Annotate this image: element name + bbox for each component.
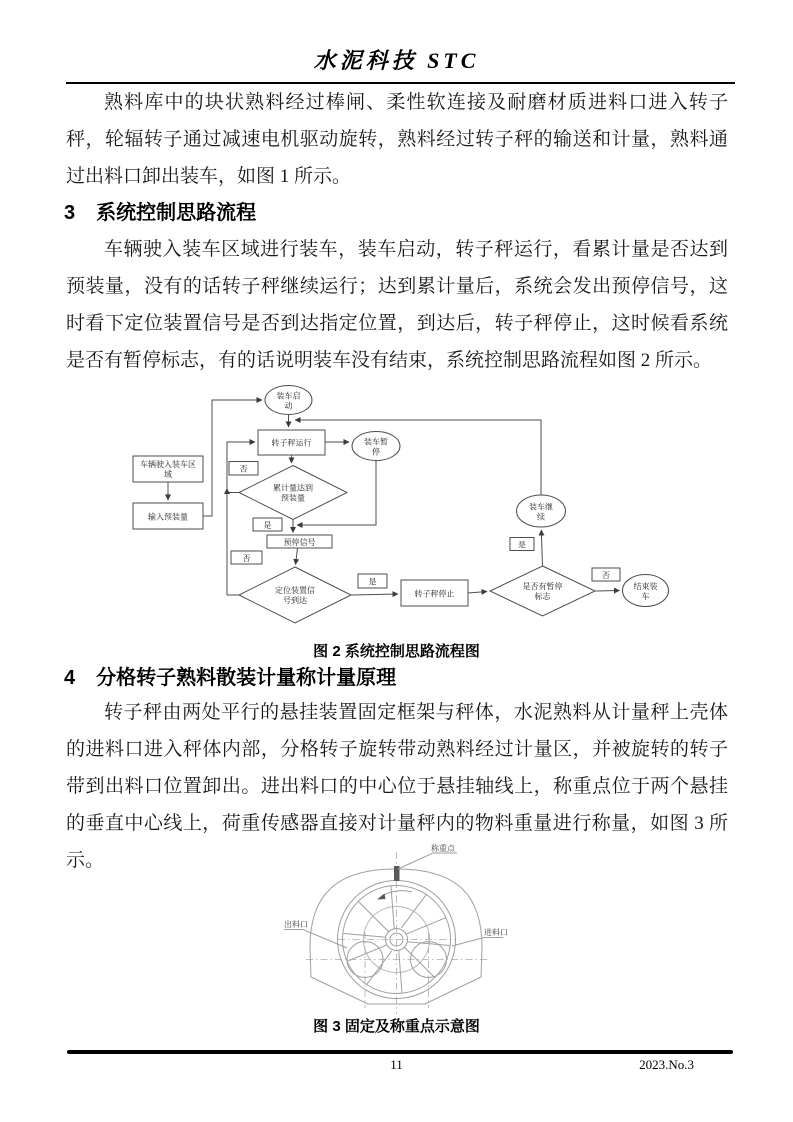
- decision-d1-label: 预装量: [281, 493, 305, 503]
- paragraph-control-flow: 车辆驶入装车区域进行装车，装车启动，转子秤运行，看累计量是否达到预装量，没有的话转子秤继续运行；达到累计量后，系统会发出预停信号，这时看下定位装置信号是否到达指定位置，到达后，转子秤停止，这时候看系统是否有暂停标志，有的话说明装车没有结束，系统控制思路流程如图 2 所示。: [66, 239, 728, 371]
- scale-housing-outline: [310, 869, 482, 1004]
- node-start-label: 动: [284, 401, 293, 411]
- flowchart-decision-pauseflag: [490, 566, 595, 616]
- edge-d3-to-continue: [541, 530, 542, 566]
- decision-d1-label: 累计量达到: [273, 483, 313, 493]
- loop-junction-arrow: [224, 488, 230, 494]
- edge-d3-to-end: [595, 591, 620, 592]
- node-continue-label: 续: [537, 512, 545, 522]
- figure-3-schematic: [278, 838, 518, 1018]
- section-number: 3: [64, 202, 76, 224]
- node-continue-label: 装车继: [529, 502, 553, 512]
- paragraph-weighing-principle: 转子秤由两处平行的悬挂装置固定框架与秤体，水泥熟料从计量秤上壳体的进料口进入秤体内部，分格转子旋转带动熟料经过计量区，并被旋转的转子带到出料口位置卸出。进出料口的中心位于悬挂轴线上，称重点位于两个悬挂的垂直中心线上，荷重传感器直接对计量秤内的物料重量进行称量，如图 3 所示。: [66, 702, 728, 871]
- node-pause-label: 停: [372, 447, 380, 457]
- edge-label-no: 否: [239, 464, 248, 474]
- edge-presignal-to-d2: [296, 548, 298, 565]
- node-stop-label: 转子秤停止: [414, 589, 455, 599]
- weigh-point-leader: [398, 853, 457, 869]
- edge-label-yes: 是: [518, 540, 526, 550]
- node-end-label: 车: [641, 592, 650, 601]
- edge-label-yes: 是: [368, 577, 377, 587]
- footer-rule: [67, 1050, 733, 1054]
- node-pause-label: 装车暂: [364, 437, 388, 447]
- figure-2-flowchart: [90, 380, 710, 630]
- section-number: 4: [64, 667, 76, 689]
- figure-3-caption: 图 3 固定及称重点示意图: [313, 1018, 480, 1035]
- node-start-label: 装车启: [276, 391, 301, 401]
- flowchart-decision-position: [239, 567, 351, 623]
- edge-stop-to-d3: [468, 592, 487, 594]
- section-heading-3: [64, 196, 256, 225]
- issue-label: 2023.No.3: [639, 1057, 694, 1072]
- node-vehicle-label: 域: [164, 470, 172, 479]
- decision-d3-label: 是否有暂停: [522, 582, 563, 591]
- node-input-label: 输入预装量: [148, 512, 188, 522]
- decision-d2-label: 定位装置信: [275, 586, 315, 595]
- section-title: 系统控制思路流程: [96, 202, 257, 224]
- node-vehicle-label: 车辆驶入装车区: [140, 460, 196, 469]
- section-heading-4: [64, 661, 396, 690]
- edge-label-yes: 是: [263, 521, 272, 530]
- weigh-point-label: 称重点: [431, 844, 455, 853]
- edge-continue-return: [295, 420, 541, 495]
- outlet-label: 出料口: [284, 920, 308, 929]
- decision-d3-label: 标志: [534, 592, 551, 601]
- inlet-label: 进料口: [484, 928, 508, 937]
- edge-label-no: 否: [602, 571, 610, 580]
- inlet-leader: [452, 938, 503, 947]
- paragraph-intro: 熟料库中的块状熟料经过棒闸、柔性软连接及耐磨材质进料口进入转子秤，轮辐转子通过减速电机驱动旋转，熟料经过转子秤的输送和计量，熟料通过出料口卸出装车，如图 1 所示。: [66, 92, 728, 187]
- node-end-label: 结束装: [633, 582, 658, 591]
- node-run-label: 转子秤运行: [271, 438, 312, 448]
- figure-2-caption: 图 2 系统控制思路流程图: [313, 643, 480, 660]
- decision-d2-label: 号到达: [283, 596, 307, 605]
- edge-label-no: 否: [242, 554, 251, 563]
- edge-d2-to-stop: [351, 594, 398, 595]
- journal-title: 水泥科技 STC: [313, 48, 480, 73]
- section-title: 分格转子熟料散装计量称计量原理: [96, 667, 397, 689]
- rotation-arrowhead: [377, 894, 386, 900]
- node-presignal-label: 预停信号: [283, 538, 316, 547]
- page-number: 11: [390, 1057, 403, 1072]
